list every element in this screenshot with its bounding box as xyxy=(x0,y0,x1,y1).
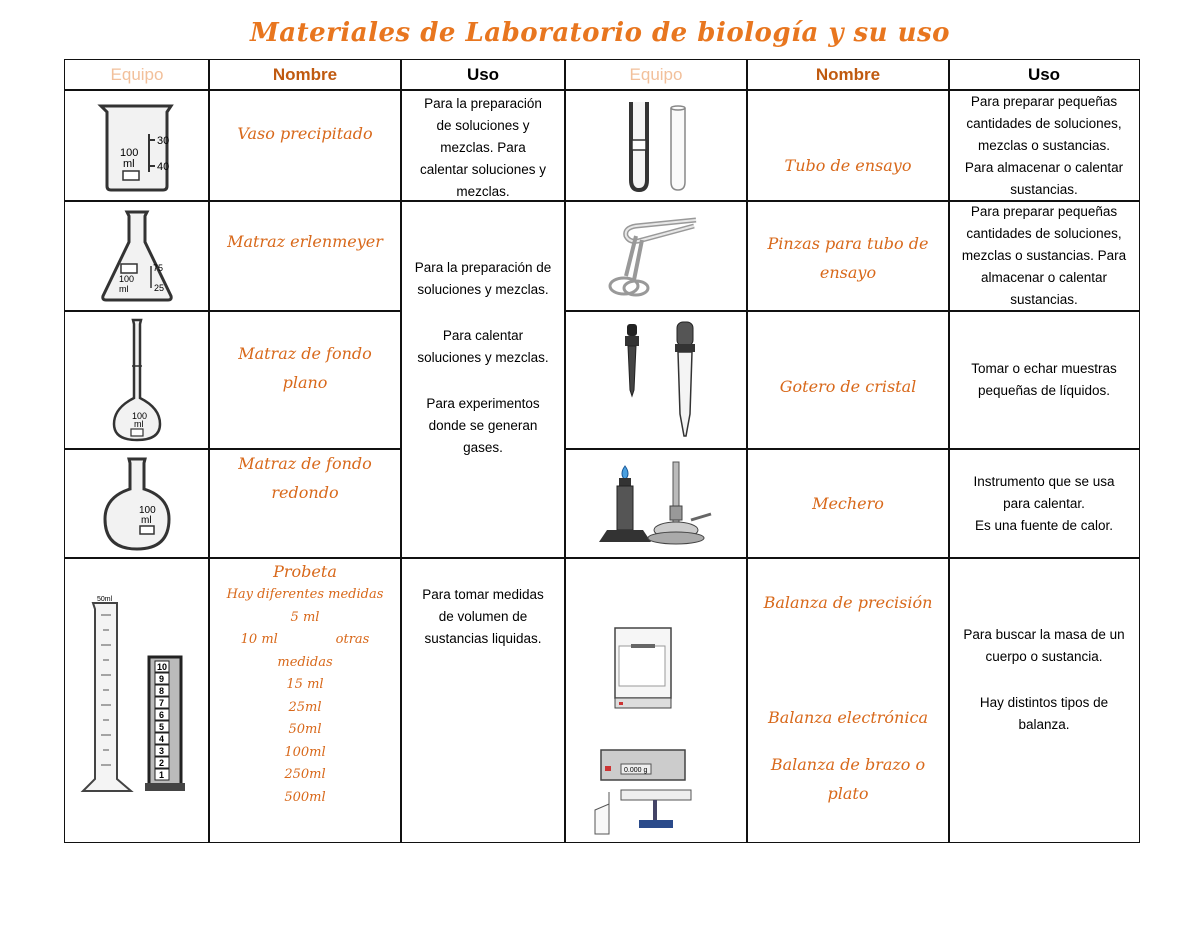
materials-table xyxy=(64,59,1140,843)
tubo-use-1: cantidades de soluciones, xyxy=(966,116,1122,131)
mechero-name-cell xyxy=(746,448,950,559)
beaker-ml-label: ml xyxy=(123,158,135,170)
pinzas-name-cell xyxy=(746,200,950,312)
vaso-name: Vaso precipitado xyxy=(237,124,373,143)
gotero-name: Gotero de cristal xyxy=(779,376,917,396)
erlen-name-cell xyxy=(208,200,402,312)
balanza-use-cell xyxy=(948,557,1140,843)
header-uso-right: Uso xyxy=(948,59,1140,90)
beaker-100-label: 100 xyxy=(120,147,139,159)
cyl-scale-10: 10 xyxy=(157,662,168,672)
balanza-precision-name: Balanza de precisión xyxy=(763,593,933,612)
erlen-100-label: 100 xyxy=(119,274,135,284)
pinzas-use-4: sustancias. xyxy=(1010,292,1078,307)
gotero-use-0: Tomar o echar muestras xyxy=(971,361,1117,376)
cylinder-50ml-label: 50ml xyxy=(97,596,113,603)
probeta-detail-1: 5 ml xyxy=(290,609,320,625)
pinzas-use-cell xyxy=(948,200,1140,312)
balanza-electronica-name: Balanza electrónica xyxy=(768,708,928,727)
fondo-plano-name-1: Matraz de fondo xyxy=(238,344,372,363)
tubo-use-0: Para preparar pequeñas xyxy=(970,94,1118,109)
tubo-use-3: Para almacenar o calentar xyxy=(964,160,1124,175)
probeta-detail-7: 100ml xyxy=(284,744,326,760)
matraces-use-5 xyxy=(477,369,489,393)
tubo-use-4: sustancias. xyxy=(1010,182,1078,197)
vaso-use-cell xyxy=(400,90,566,202)
balanza-use-2 xyxy=(1038,668,1050,692)
matraces-use-7: donde se generan xyxy=(428,418,538,433)
balances-image xyxy=(564,557,748,843)
cyl-scale-6: 6 xyxy=(159,710,165,720)
matraces-use-0: Para la preparación de xyxy=(414,260,552,275)
probeta-name: Probeta xyxy=(273,562,337,581)
probeta-use-1: de volumen de xyxy=(438,609,528,624)
cyl-scale-1: 1 xyxy=(159,770,165,780)
flat-flask-ml-label: ml xyxy=(134,419,144,429)
vaso-use-1: de soluciones y xyxy=(436,118,530,133)
mechero-use-2: Es una fuente de calor. xyxy=(974,517,1114,533)
erlenmeyer-image xyxy=(64,200,210,312)
header-equipo-left: Equipo xyxy=(64,59,210,90)
vaso-use-4: mezclas. xyxy=(456,184,510,199)
test-tube-image xyxy=(564,90,748,202)
probeta-detail-2: 10 ml otras xyxy=(240,632,370,647)
balanza-use-4: balanza. xyxy=(1018,717,1070,732)
header-equipo-right: Equipo xyxy=(564,59,748,90)
tubo-use-2: mezclas o sustancias. xyxy=(977,138,1111,153)
gotero-name-cell xyxy=(746,310,950,450)
gotero-use-cell xyxy=(948,310,1140,450)
probeta-detail-4: 15 ml xyxy=(286,677,324,692)
erlen-ml-label: ml xyxy=(119,284,129,294)
tongs-image xyxy=(564,200,748,312)
balance-display: 0.000 g xyxy=(624,767,648,774)
probeta-use-2: sustancias liquidas. xyxy=(424,631,542,646)
erlen-25-label: 25 xyxy=(154,283,165,293)
matraces-use-2 xyxy=(477,301,489,325)
matraces-use-8: gases. xyxy=(463,440,503,455)
cyl-scale-9: 9 xyxy=(159,674,165,684)
erlen-name: Matraz erlenmeyer xyxy=(227,232,383,251)
vaso-name-cell xyxy=(208,90,402,202)
tubo-use-cell xyxy=(948,90,1140,202)
mechero-use-1: para calentar. xyxy=(1003,495,1085,511)
page-title: Materiales de Laboratorio de biología y su uso xyxy=(250,18,950,48)
fondo-plano-name-2: plano xyxy=(282,373,328,392)
flat-flask-image xyxy=(64,310,210,450)
mechero-name: Mechero xyxy=(812,494,884,513)
matraces-use-cell xyxy=(400,200,566,559)
pinzas-name-1: Pinzas para tubo de xyxy=(767,234,929,253)
matraces-use-3: Para calentar xyxy=(442,328,524,343)
vaso-use-2: mezclas. Para xyxy=(440,140,526,155)
beaker-40-label: 40 xyxy=(157,161,170,173)
balanza-use-3: Hay distintos tipos de xyxy=(979,695,1109,710)
cyl-scale-8: 8 xyxy=(159,686,165,696)
probeta-detail-6: 50ml xyxy=(288,722,322,737)
mechero-use-cell xyxy=(948,448,1140,559)
burner-image xyxy=(564,448,748,559)
probeta-detail-9: 500ml xyxy=(284,789,326,805)
gotero-use-1: pequeñas de líquidos. xyxy=(977,383,1111,398)
cyl-scale-3: 3 xyxy=(159,746,165,756)
cyl-scale-4: 4 xyxy=(159,734,165,744)
beaker-30-label: 30 xyxy=(157,135,170,147)
fondo-redondo-name-2: redondo xyxy=(271,483,339,502)
probeta-name-cell xyxy=(208,557,402,843)
erlen-75-label: 75 xyxy=(153,263,164,273)
fondo-redondo-name-cell xyxy=(208,448,402,559)
probeta-detail-3: medidas xyxy=(277,654,333,670)
round-flask-100-label: 100 xyxy=(139,504,156,516)
probeta-detail-5: 25ml xyxy=(288,699,322,715)
fondo-redondo-name-1: Matraz de fondo xyxy=(238,454,372,473)
pinzas-use-3: almacenar o calentar xyxy=(980,270,1108,285)
header-nombre-left: Nombre xyxy=(208,59,402,90)
balanza-name-cell xyxy=(746,557,950,843)
pinzas-use-1: cantidades de soluciones, xyxy=(966,226,1122,241)
dropper-image xyxy=(564,310,748,450)
flat-flask-100-label: 100 xyxy=(132,411,148,421)
probeta-use-0: Para tomar medidas xyxy=(422,587,544,602)
tubo-name: Tubo de ensayo xyxy=(784,155,912,175)
round-flask-ml-label: ml xyxy=(141,514,152,526)
matraces-use-4: soluciones y mezclas. xyxy=(417,350,549,365)
beaker-image xyxy=(64,90,210,202)
pinzas-use-2: mezclas o sustancias. Para xyxy=(961,248,1127,263)
matraces-use-1: soluciones y mezclas. xyxy=(417,282,549,297)
round-flask-image xyxy=(64,448,210,559)
cyl-scale-2: 2 xyxy=(159,758,165,768)
balanza-use-0: Para buscar la masa de un xyxy=(963,627,1125,642)
vaso-use-0: Para la preparación xyxy=(424,96,542,111)
pinzas-name-2: ensayo xyxy=(819,263,877,282)
balanza-brazo-name-1: Balanza de brazo o xyxy=(770,755,926,774)
probeta-detail-0: Hay diferentes medidas xyxy=(226,587,384,602)
cyl-scale-7: 7 xyxy=(159,698,165,708)
graduated-cylinder-image xyxy=(64,557,210,843)
tubo-name-cell xyxy=(746,90,950,202)
header-nombre-right: Nombre xyxy=(746,59,950,90)
probeta-detail-8: 250ml xyxy=(284,767,326,782)
vaso-use-3: calentar soluciones y xyxy=(419,162,547,177)
pinzas-use-0: Para preparar pequeñas xyxy=(970,204,1118,219)
fondo-plano-name-cell xyxy=(208,310,402,450)
balanza-use-1: cuerpo o sustancia. xyxy=(985,649,1103,664)
probeta-use-cell xyxy=(400,557,566,843)
cyl-scale-5: 5 xyxy=(159,722,165,732)
matraces-use-6: Para experimentos xyxy=(426,396,540,411)
balanza-brazo-name-2: plato xyxy=(827,784,869,803)
header-uso-left: Uso xyxy=(400,59,566,90)
mechero-use-0: Instrumento que se usa xyxy=(973,473,1115,489)
